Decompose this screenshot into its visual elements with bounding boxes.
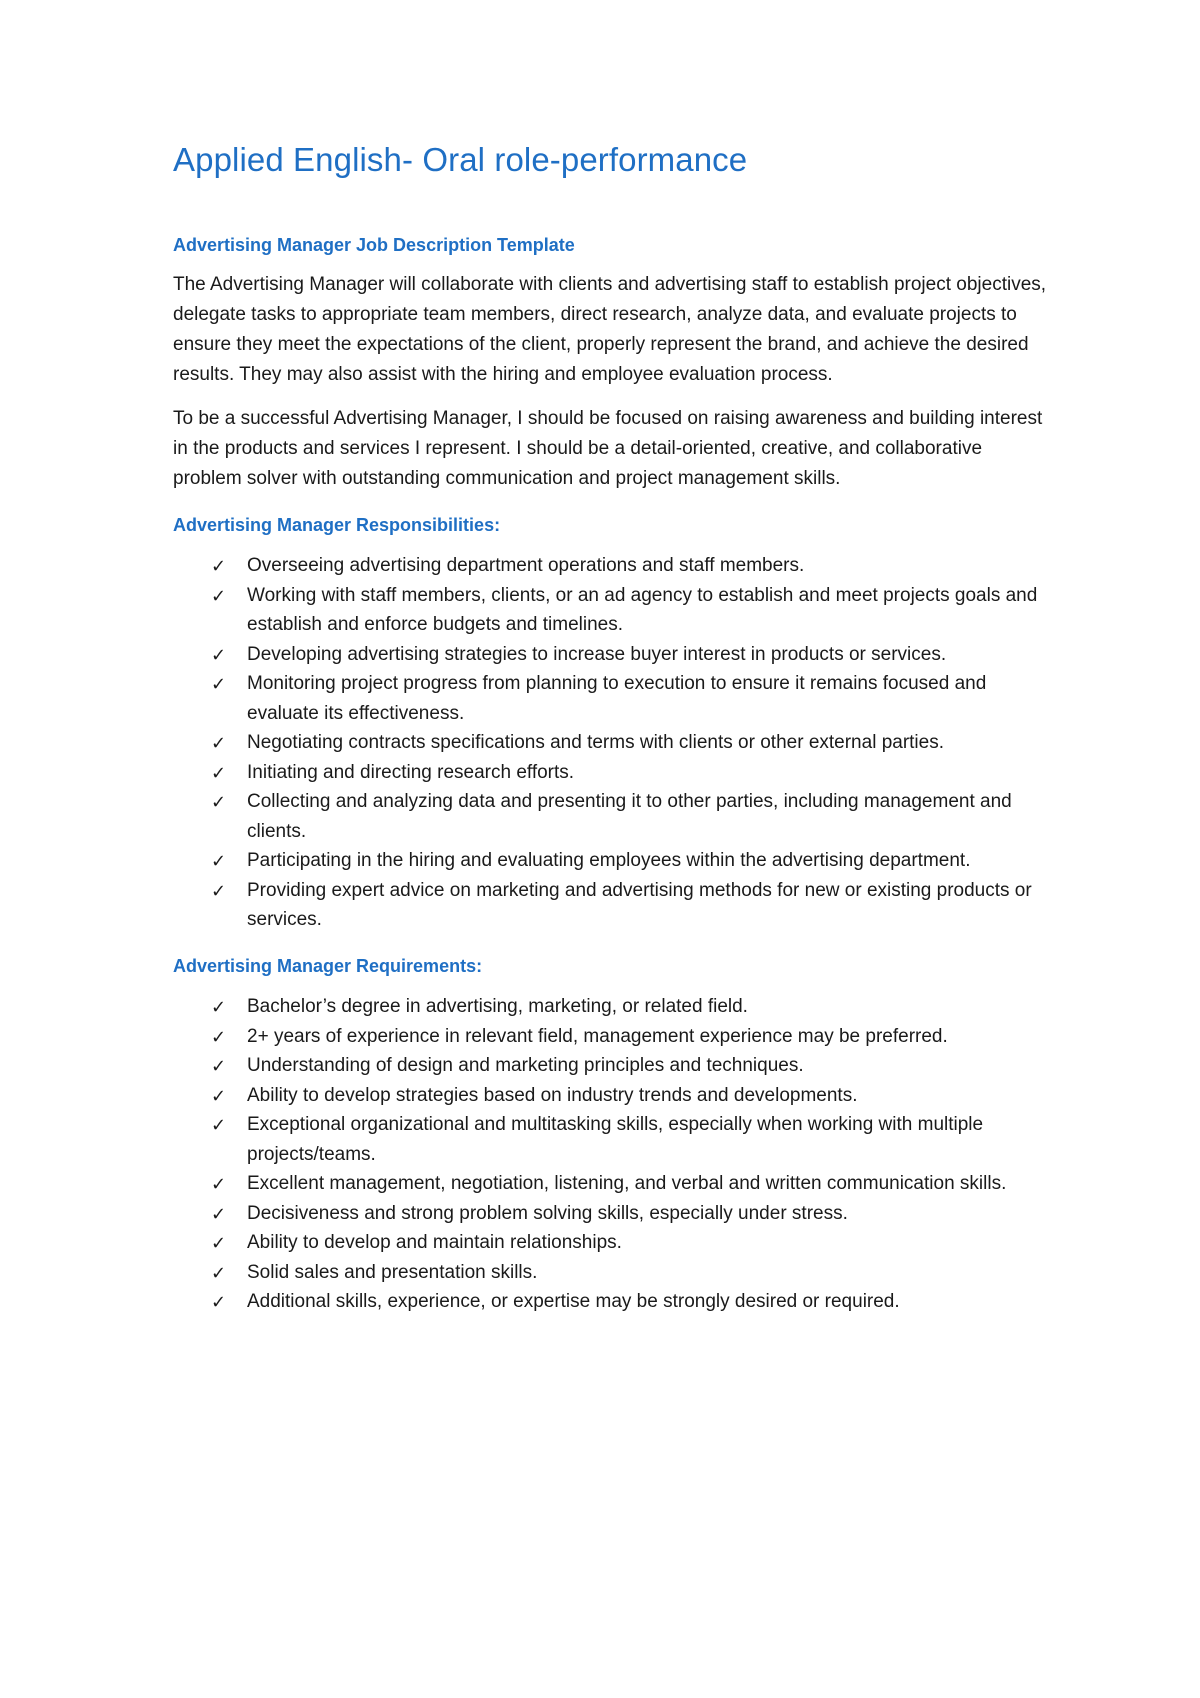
list-item-text: Ability to develop and maintain relationships. (247, 1232, 622, 1254)
check-icon: ✓ (211, 674, 227, 696)
list-item (173, 551, 1053, 581)
list-item-text: Collecting and analyzing data and presenting it to other parties, including management and clients. (247, 791, 1012, 842)
check-icon: ✓ (211, 1262, 227, 1284)
list-item-text: 2+ years of experience in relevant field, management experience may be preferred. (247, 1025, 948, 1047)
check-icon: ✓ (211, 1056, 227, 1078)
list-item (173, 581, 1053, 640)
list-item-text: Initiating and directing research efforts. (247, 761, 575, 783)
list-item-text: Working with staff members, clients, or an ad agency to establish and meet projects goals and establish and enforce budgets and timelines. (247, 584, 1038, 636)
check-icon: ✓ (211, 1203, 227, 1225)
list-item-text: Solid sales and presentation skills. (247, 1261, 538, 1283)
list-item (173, 992, 1053, 1022)
success-paragraph: To be a successful Advertising Manager, I should be focused on raising awareness and building interest in the products and services I represent. I should be a detail-oriented, creative, and collaborative problem solver with outstanding communication and project management skills. (173, 407, 1043, 489)
list-item (173, 846, 1053, 876)
list-item-text: Understanding of design and marketing principles and techniques. (247, 1055, 804, 1077)
check-icon: ✓ (211, 880, 227, 902)
list-item (173, 1110, 1053, 1169)
list-item (173, 1287, 1053, 1317)
list-item-text: Providing expert advice on marketing and advertising methods for new or existing products or services. (247, 879, 1032, 931)
check-icon: ✓ (211, 1233, 227, 1255)
check-icon: ✓ (211, 792, 227, 814)
check-icon: ✓ (211, 1085, 227, 1107)
list-item-text: Ability to develop strategies based on industry trends and developments. (247, 1084, 858, 1106)
list-item (173, 728, 1053, 758)
list-item (173, 640, 1053, 670)
list-item (173, 1199, 1053, 1229)
list-item (173, 1228, 1053, 1258)
check-icon: ✓ (211, 1115, 227, 1137)
check-icon: ✓ (211, 1292, 227, 1314)
list-item-text: Developing advertising strategies to increase buyer interest in products or services. (247, 643, 947, 665)
check-icon: ✓ (211, 556, 227, 578)
intro-paragraph: The Advertising Manager will collaborate with clients and advertising staff to establish project objectives, delegate tasks to appropriate team members, direct research, analyze data, and evaluate projects to ensure they meet the expectations of the client, properly represent the brand, and achieve the desired results. They may also assist with the hiring and employee evaluation process. (173, 273, 1047, 385)
list-item (173, 1081, 1053, 1111)
check-icon: ✓ (211, 762, 227, 784)
check-icon: ✓ (211, 733, 227, 755)
list-item (173, 1258, 1053, 1288)
list-item (173, 669, 1053, 728)
job-description-heading: Advertising Manager Job Description Template (173, 234, 575, 255)
list-item-text: Bachelor’s degree in advertising, marketing, or related field. (247, 996, 748, 1018)
list-item (173, 876, 1053, 935)
list-item-text: Monitoring project progress from planning to execution to ensure it remains focused and evaluate its effectiveness. (247, 673, 987, 724)
requirements-list (173, 992, 1053, 1317)
document-body (173, 140, 1053, 1317)
list-item-text: Exceptional organizational and multitasking skills, especially when working with multiple projects/teams. (247, 1114, 984, 1165)
responsibilities-heading: Advertising Manager Responsibilities: (173, 514, 501, 535)
responsibilities-list (173, 551, 1053, 935)
list-item (173, 1169, 1053, 1199)
check-icon: ✓ (211, 1026, 227, 1048)
list-item (173, 1022, 1053, 1052)
check-icon: ✓ (211, 1174, 227, 1196)
list-item-text: Overseeing advertising department operations and staff members. (247, 555, 805, 577)
list-item-text: Excellent management, negotiation, listening, and verbal and written communication skills. (247, 1173, 1007, 1195)
list-item (173, 787, 1053, 846)
check-icon: ✓ (211, 585, 227, 607)
list-item-text: Negotiating contracts specifications and terms with clients or other external parties. (247, 732, 944, 754)
list-item-text: Participating in the hiring and evaluating employees within the advertising department. (247, 850, 971, 872)
list-item (173, 758, 1053, 788)
check-icon: ✓ (211, 851, 227, 873)
check-icon: ✓ (211, 997, 227, 1019)
document-title: Applied English- Oral role-performance (173, 141, 748, 178)
check-icon: ✓ (211, 644, 227, 666)
list-item-text: Additional skills, experience, or expertise may be strongly desired or required. (247, 1291, 900, 1313)
list-item-text: Decisiveness and strong problem solving skills, especially under stress. (247, 1202, 848, 1224)
requirements-heading: Advertising Manager Requirements: (173, 955, 483, 976)
list-item (173, 1051, 1053, 1081)
